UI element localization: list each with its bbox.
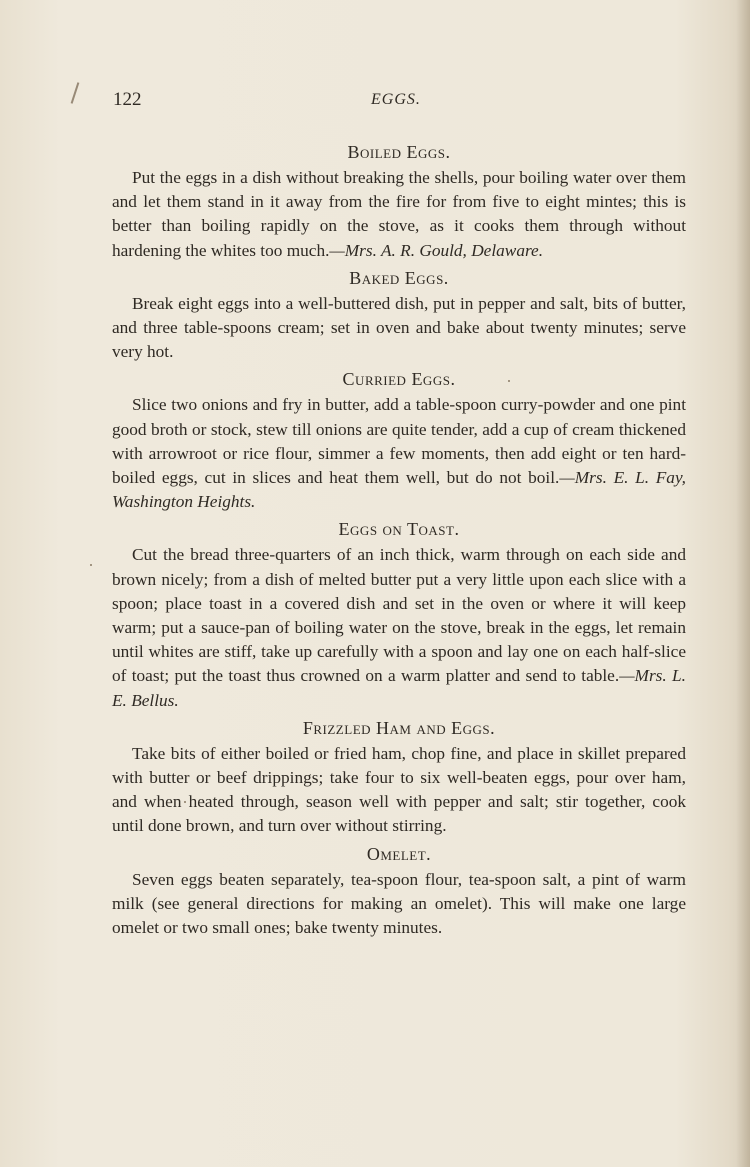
recipe-attribution: —Mrs. A. R. Gould, Delaware.: [329, 240, 544, 260]
recipe-attribution: —Mrs. L. E. Bellus.: [112, 666, 686, 710]
paper-speck: [90, 564, 92, 566]
recipe-omelet: [112, 842, 686, 941]
recipe-heading: Eggs on Toast.: [338, 519, 460, 540]
recipe-text: Take bits of either boiled or fried ham, chop fine, and place in skillet prepared with butter or beef drippings; take four to six well-beaten eggs, pour over ham, and when heated through, season well with pepper and salt; stir together, cook until done brown, and turn over without stirring.: [112, 743, 686, 836]
recipe-content: [112, 137, 686, 940]
recipe-eggs-on-toast: [112, 517, 686, 712]
recipe-heading: Curried Eggs.: [342, 369, 456, 390]
page-number: 122: [113, 89, 142, 110]
pencil-mark: [71, 82, 80, 104]
page-header: [113, 89, 688, 113]
recipe-boiled-eggs: [112, 140, 686, 263]
recipe-heading: Baked Eggs.: [349, 267, 449, 288]
recipe-frizzled-ham-and-eggs: [112, 716, 686, 839]
recipe-text: Seven eggs beaten separately, tea-spoon flour, tea-spoon salt, a pint of warm milk (see general directions for making an omelet). This will make one large omelet or two small ones; bake twenty minutes.: [112, 869, 686, 938]
recipe-heading: Boiled Eggs.: [347, 142, 451, 162]
page-spine-shadow: [736, 0, 750, 1167]
recipe-text: Cut the bread three-quarters of an inch thick, warm through on each side and brown nicely; from a dish of melted butter put a very little upon each slice with a spoon; place toast in a covered dish and set in the oven or where it will keep warm; put a sauce-pan of boiling water on the stove, break in the eggs, let remain until whites are stiff, take up carefully with a spoon and lay one on each half-slice of toast; put the toast thus crowned on a warm platter and send to table.—Mrs. L. E. Bellus.: [112, 545, 686, 710]
recipe-text: Slice two onions and fry in butter, add a table-spoon curry-powder and one pint good broth or stock, stew till onions are quite tender, add a cup of cream thickened with arrowroot or rice flour, simmer a few moments, then add eight or ten hard-boiled eggs, cut in slices and heat them well, but do not boil.—Mrs. E. L. Fay, Washington Heights.: [112, 395, 686, 512]
recipe-curried-eggs: [112, 367, 686, 514]
recipe-text: Put the eggs in a dish without breaking the shells, pour boiling water over them and let them stand in it away from the fire for from five to eight mintes; this is better than boiling rapidly on the stove, as it cooks them through without hardening the whites too much.—Mrs. A. R. Gould, Delaware.: [112, 168, 686, 260]
recipe-heading: Omelet.: [366, 843, 432, 864]
running-title: EGGS.: [371, 91, 421, 108]
recipe-heading: Frizzled Ham and Eggs.: [302, 717, 496, 738]
recipe-attribution: —Mrs. E. L. Fay, Washington Heights.: [112, 468, 686, 512]
recipe-baked-eggs: [112, 266, 686, 365]
recipe-text: Break eight eggs into a well-buttered dish, put in pepper and salt, bits of butter, and three table-spoons cream; set in oven and bake about twenty minutes; serve very hot.: [112, 293, 686, 362]
